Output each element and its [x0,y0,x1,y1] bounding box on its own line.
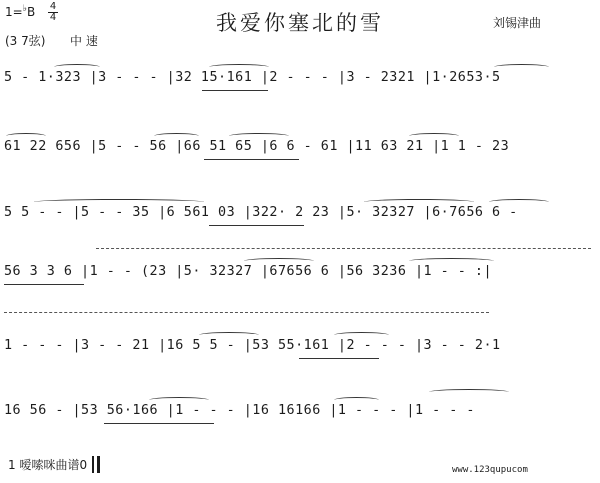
score-line-text: 61 22 656 |5 - - 56 |66 51 65 |6 6 - 61 |11 63 21 |1 1 - 23 [4,139,510,154]
key-signature: 1=♭B [5,4,36,19]
score-line-4 [4,256,596,296]
score-line-text: 16 56 - |53 56·166 |1 - - - |16 16166 |1 - - - |1 - - - [4,403,475,418]
score-line-6 [4,395,596,435]
website-watermark: www.123qupucom [452,465,528,475]
score-line-5 [4,330,596,370]
score-line-text: 5 - 1·323 |3 - - - |32 15·161 |2 - - - |3 - 2321 |1·2653·5 [4,70,501,85]
score-line-2 [4,131,596,171]
flat-sign: ♭ [22,4,27,14]
meter-bottom: 4 [49,12,57,23]
string-tuning: (3 7弦) [5,34,46,48]
score-line-text: 1 - - - |3 - - 21 |16 5 5 - |53 55·161 |2 - - - |3 - - 2·1 [4,338,501,353]
composer: 刘锡津曲 [493,16,542,30]
score-line-text: 5 5 - - |5 - - 35 |6 561 03 |322· 2 23 |5· 32327 |6·7656 6 - [4,205,518,220]
song-title: 我爱你塞北的雪 [216,11,384,35]
score-line-1 [4,62,596,102]
final-barline-thick [97,456,100,473]
final-barline [92,456,94,473]
tempo-marking: 中 速 [70,34,98,48]
score-line-3 [4,197,596,237]
meter-top: 4 [49,1,57,12]
score-line-text: 56 3 3 6 |1 - - (23 |5· 32327 |67656 6 |56 3236 |1 - - :| [4,264,493,279]
footer-text: 1 嗳嗦咪曲谱0 [8,458,88,472]
